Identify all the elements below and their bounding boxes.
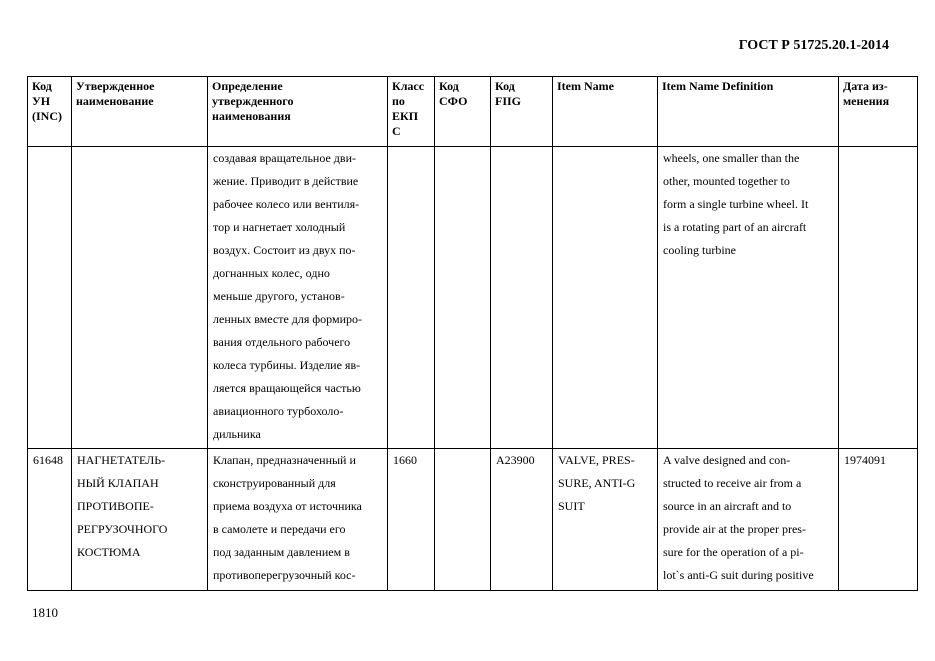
cell-text-line: structed to receive air from a <box>663 476 802 490</box>
cell-text-line: ленных вместе для формиро- <box>213 312 363 326</box>
cell-sfo <box>435 449 491 591</box>
cell-text-line: VALVE, PRES- <box>558 453 635 467</box>
header-line: Утвержденное <box>76 79 155 93</box>
cell-text-line: form a single turbine wheel. It <box>663 197 809 211</box>
cell-text-line: cooling turbine <box>663 243 736 257</box>
cell-definition <box>208 147 388 449</box>
page-number: 1810 <box>32 605 58 620</box>
cell-text-line: тор и нагнетает холодный <box>213 220 346 234</box>
cell-class <box>388 449 435 591</box>
header-line: по <box>392 94 405 108</box>
header-change-date <box>839 77 918 147</box>
cell-text-line: под заданным давлением в <box>213 545 350 559</box>
cell-item-definition <box>658 147 839 449</box>
cell-text-line: A23900 <box>496 453 535 467</box>
header-line: УН <box>32 94 51 108</box>
cell-text-line: колеса турбины. Изделие яв- <box>213 358 361 372</box>
cell-item-definition <box>658 449 839 591</box>
header-line: Item Name Definition <box>662 79 774 93</box>
cell-text-line: рабочее колесо или вентиля- <box>213 197 360 211</box>
cell-text-line: 61648 <box>33 453 63 467</box>
cell-sfo <box>435 147 491 449</box>
header-line: наименования <box>212 109 291 123</box>
cell-text-line: ПРОТИВОПЕ- <box>77 499 154 513</box>
cell-text-line: РЕГРУЗОЧНОГО <box>77 522 168 536</box>
cell-name <box>72 449 208 591</box>
table-row <box>28 147 918 449</box>
cell-text-line: 1974091 <box>844 453 886 467</box>
cell-date <box>839 147 918 449</box>
cell-text-line: source in an aircraft and to <box>663 499 792 513</box>
cell-text-line: sure for the operation of a pi- <box>663 545 804 559</box>
cell-fiig <box>491 147 553 449</box>
header-line: Определение <box>212 79 283 93</box>
cell-text-line: A valve designed and con- <box>663 453 791 467</box>
cell-text-line: меньше другого, установ- <box>213 289 345 303</box>
cell-text-line: вания отдельного рабочего <box>213 335 351 349</box>
cell-text-line: SURE, ANTI-G <box>558 476 636 490</box>
header-line: утвержденного <box>212 94 294 108</box>
header-line: наименование <box>76 94 154 108</box>
cell-text-line: НЫЙ КЛАПАН <box>77 476 159 490</box>
cell-text-line: КОСТЮМА <box>77 545 141 559</box>
cell-text-line: lot`s anti-G suit during positive <box>663 568 814 582</box>
document-standard-number: ГОСТ Р 51725.20.1-2014 <box>738 38 889 53</box>
header-item-definition <box>658 77 839 147</box>
header-fiig <box>491 77 553 147</box>
table-row <box>28 449 918 591</box>
cell-definition <box>208 449 388 591</box>
header-line: ЕКП <box>392 109 419 123</box>
header-line: (INC) <box>32 109 62 123</box>
cell-text-line: is a rotating part of an aircraft <box>663 220 807 234</box>
header-line: FIIG <box>495 94 522 108</box>
table-header-row <box>28 77 918 147</box>
header-sfo <box>435 77 491 147</box>
cell-inc <box>28 449 72 591</box>
cell-text-line: в самолете и передачи его <box>213 522 346 536</box>
cell-text-line: provide air at the proper pres- <box>663 522 806 536</box>
cell-text-line: 1660 <box>393 453 417 467</box>
cell-inc <box>28 147 72 449</box>
header-line: Код <box>32 79 52 93</box>
cell-text-line: жение. Приводит в действие <box>213 174 359 188</box>
cell-text-line: авиационного турбохоло- <box>213 404 344 418</box>
cell-item-name <box>553 449 658 591</box>
header-class <box>388 77 435 147</box>
header-line: С <box>392 124 401 138</box>
cell-text-line: противоперегрузочный кос- <box>213 568 356 582</box>
cell-text-line: ляется вращающейся частью <box>213 381 361 395</box>
header-inc <box>28 77 72 147</box>
cell-text-line: дильника <box>213 427 261 441</box>
cell-text-line: wheels, one smaller than the <box>663 151 800 165</box>
header-line: менения <box>843 94 890 108</box>
header-line: Класс <box>392 79 425 93</box>
cell-text-line: Клапан, предназначенный и <box>213 453 356 467</box>
cell-text-line: приема воздуха от источника <box>213 499 362 513</box>
cell-text-line: other, mounted together to <box>663 174 790 188</box>
cell-name <box>72 147 208 449</box>
cell-text-line: сконструированный для <box>213 476 336 490</box>
cell-text-line: воздух. Состоит из двух по- <box>213 243 356 257</box>
cell-fiig <box>491 449 553 591</box>
cell-text-line: догнанных колес, одно <box>213 266 330 280</box>
header-line: Дата из- <box>843 79 888 93</box>
cell-text-line: НАГНЕТАТЕЛЬ- <box>77 453 166 467</box>
header-line: СФО <box>439 94 468 108</box>
cell-item-name <box>553 147 658 449</box>
cell-class <box>388 147 435 449</box>
header-definition <box>208 77 388 147</box>
cell-date <box>839 449 918 591</box>
catalog-table <box>27 76 918 591</box>
cell-text-line: создавая вращательное дви- <box>213 151 356 165</box>
header-line: Item Name <box>557 79 614 93</box>
header-line: Код <box>495 79 515 93</box>
cell-text-line: SUIT <box>558 499 585 513</box>
header-approved-name <box>72 77 208 147</box>
header-item-name <box>553 77 658 147</box>
header-line: Код <box>439 79 459 93</box>
